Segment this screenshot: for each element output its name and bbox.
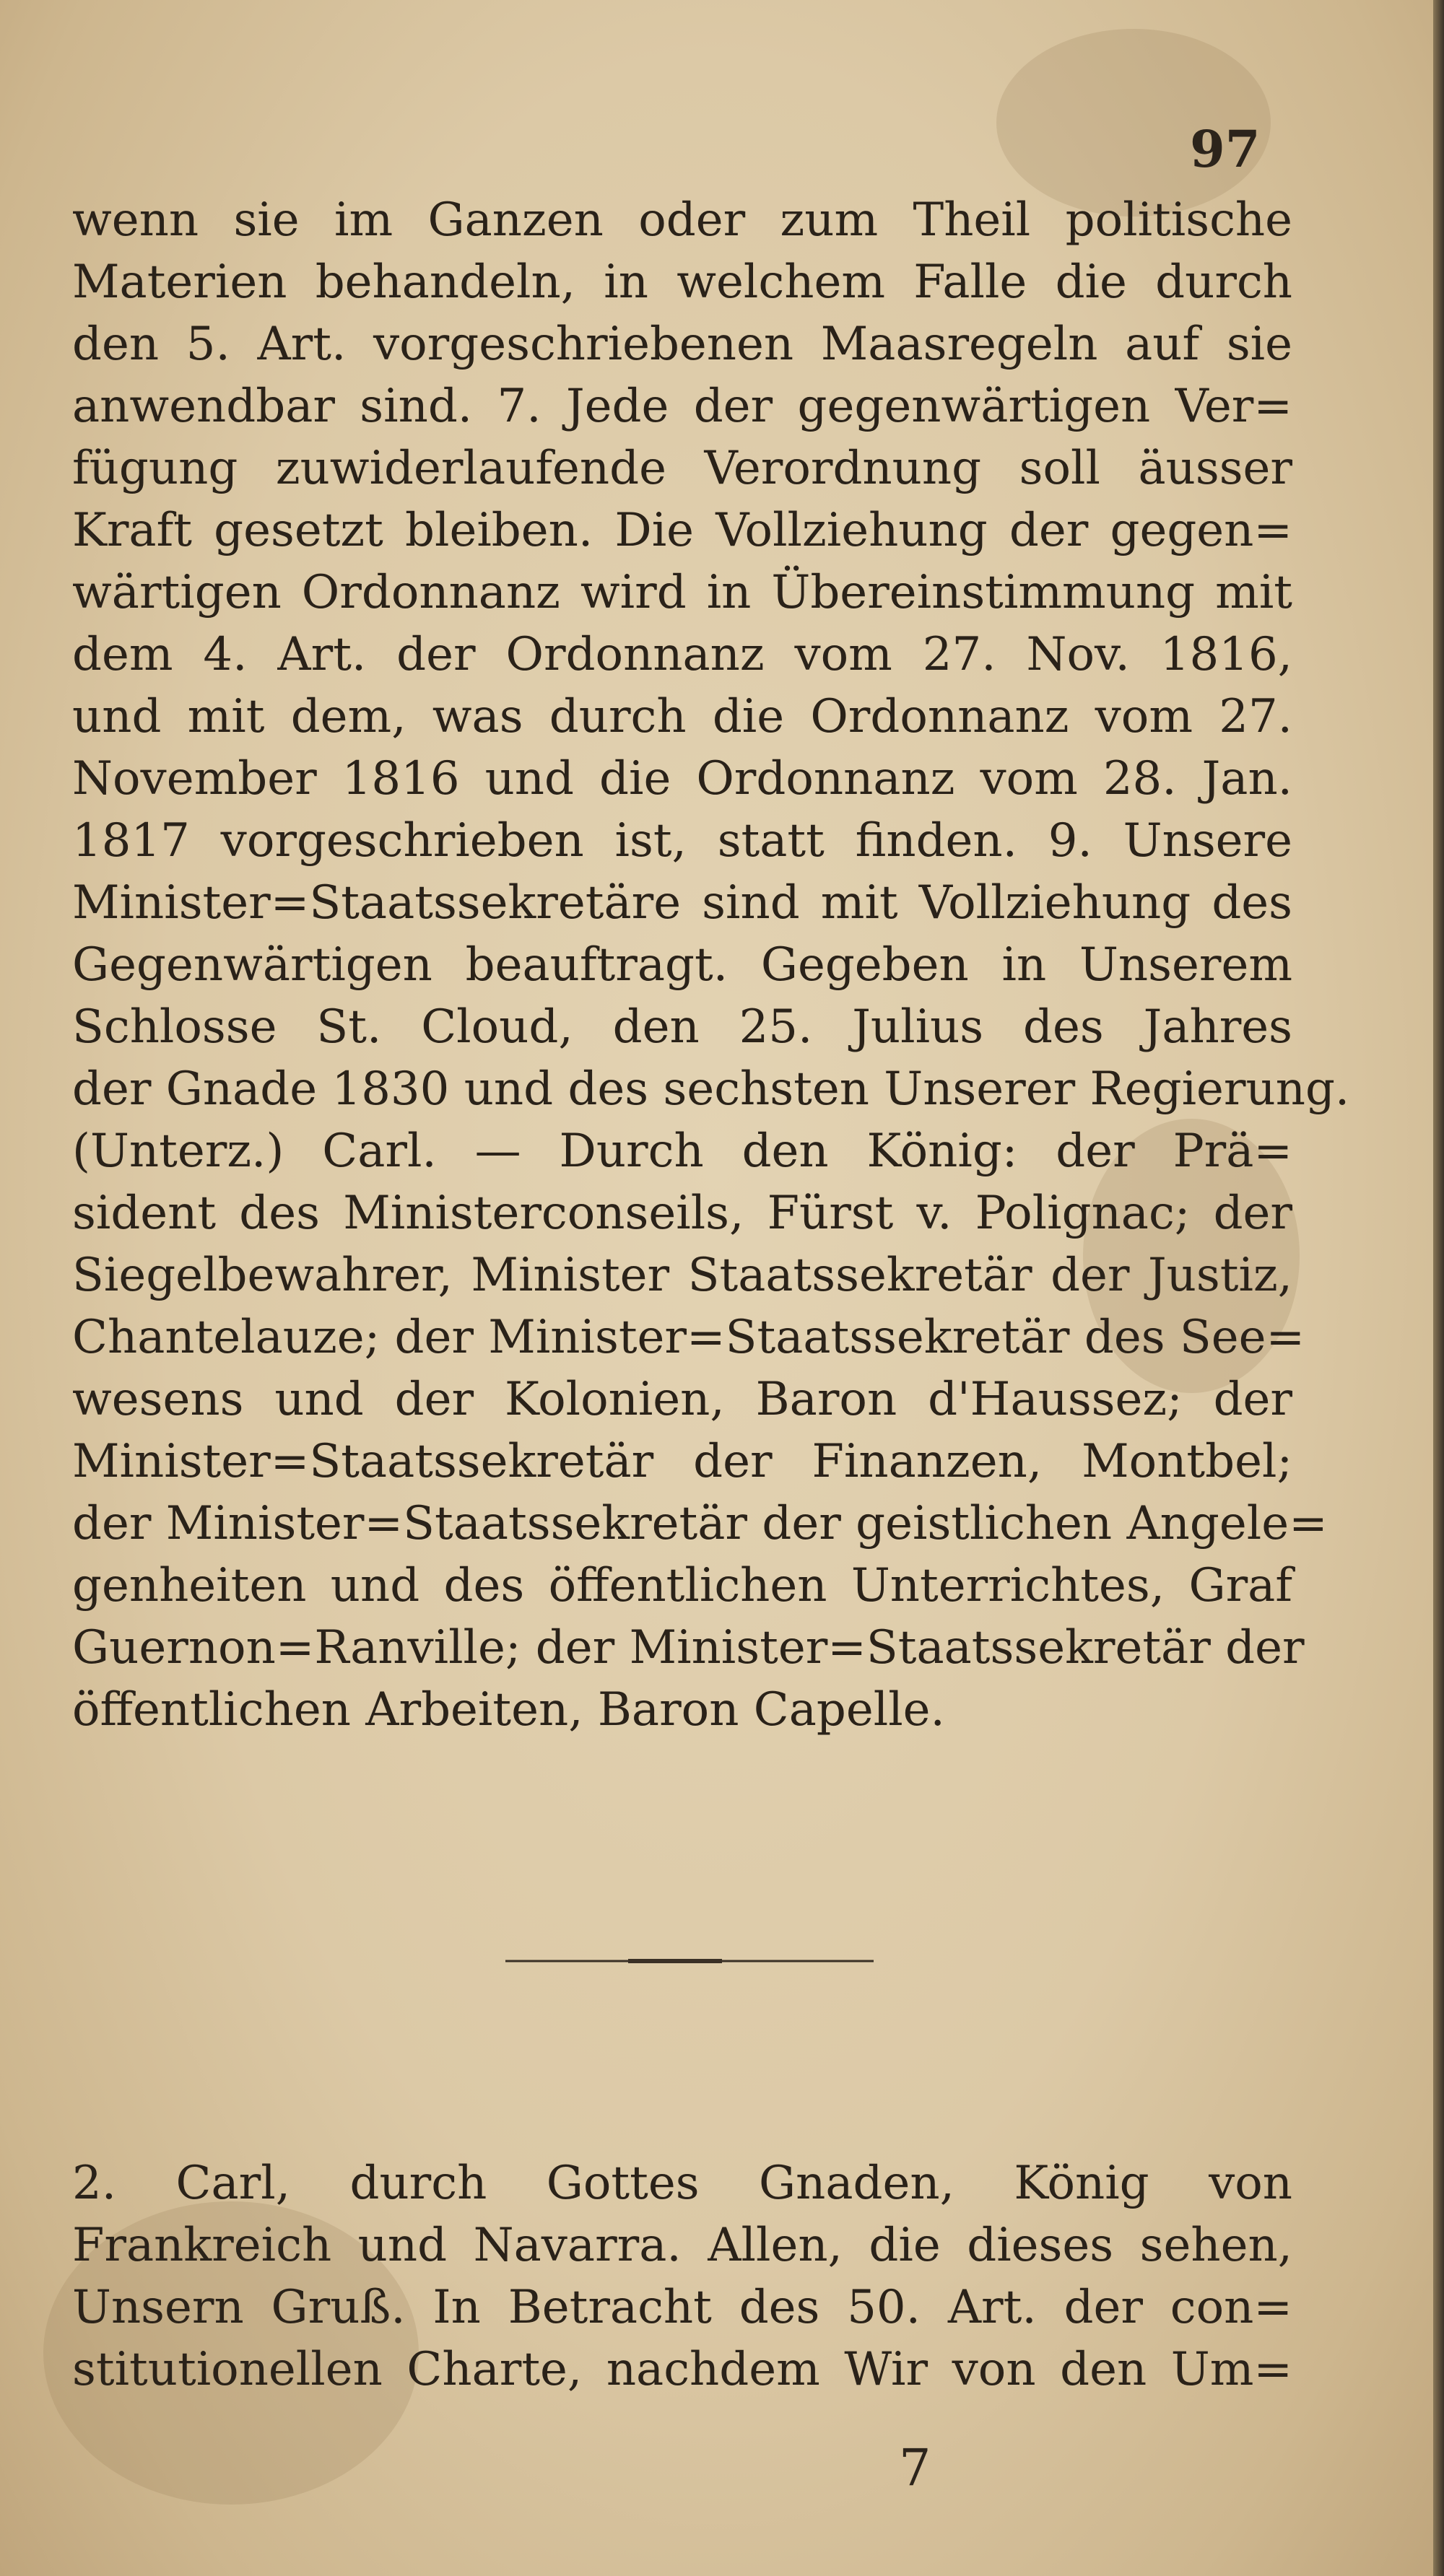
section-divider-rule: [505, 1957, 874, 1965]
text-line: fügung zuwiderlaufende Verordnung soll äusser: [72, 442, 1292, 495]
text-line: Minister=Staatssekretär der Finanzen, Montbel;: [72, 1435, 1292, 1488]
text-line: Frankreich und Navarra. Allen, die dieses sehen,: [72, 2219, 1292, 2272]
text-line: Materien behandeln, in welchem Falle die durch: [72, 256, 1292, 309]
text-line: Chantelauze; der Minister=Staatssekretär des See=: [72, 1311, 1305, 1364]
text-line: sident des Ministerconseils, Fürst v. Polignac; der: [72, 1187, 1292, 1240]
text-line: der Gnade 1830 und des sechsten Unserer Regierung.: [72, 1062, 1350, 1116]
text-line: stitutionellen Charte, nachdem Wir von den Um=: [72, 2343, 1292, 2396]
text-line: 1817 vorgeschrieben ist, statt finden. 9. Unsere: [72, 814, 1292, 868]
signature-mark: 7: [899, 2438, 931, 2497]
text-line: wärtigen Ordonnanz wird in Übereinstimmung mit: [72, 566, 1292, 619]
text-line: Minister=Staatssekretäre sind mit Vollziehung des: [72, 876, 1292, 930]
text-line: Schlosse St. Cloud, den 25. Julius des Jahres: [72, 1000, 1292, 1054]
text-line: öffentlichen Arbeiten, Baron Capelle.: [72, 1683, 945, 1737]
text-line: Guernon=Ranville; der Minister=Staatssekretär der: [72, 1621, 1305, 1675]
text-line: Siegelbewahrer, Minister Staatssekretär der Justiz,: [72, 1249, 1292, 1302]
text-line: Unsern Gruß. In Betracht des 50. Art. der con=: [72, 2281, 1292, 2334]
text-line: wenn sie im Ganzen oder zum Theil politische: [72, 193, 1292, 247]
page-edge-shadow: [1433, 0, 1444, 2576]
text-line: November 1816 und die Ordonnanz vom 28. Jan.: [72, 752, 1292, 805]
text-line: den 5. Art. vorgeschriebenen Maasregeln auf sie: [72, 318, 1292, 371]
text-line: anwendbar sind. 7. Jede der gegenwärtigen Ver=: [72, 380, 1292, 433]
text-line: 2. Carl, durch Gottes Gnaden, König von: [72, 2157, 1292, 2210]
text-line: Gegenwärtigen beauftragt. Gegeben in Unserem: [72, 938, 1292, 992]
text-line: und mit dem, was durch die Ordonnanz vom 27.: [72, 690, 1292, 743]
text-line: genheiten und des öffentlichen Unterrichtes, Graf: [72, 1559, 1292, 1612]
text-line: dem 4. Art. der Ordonnanz vom 27. Nov. 1816,: [72, 628, 1292, 681]
text-line: wesens und der Kolonien, Baron d'Haussez; der: [72, 1373, 1292, 1426]
text-line: (Unterz.) Carl. — Durch den König: der Prä=: [72, 1125, 1292, 1178]
page-number: 97: [1190, 119, 1261, 179]
text-line: der Minister=Staatssekretär der geistlichen Angele=: [72, 1497, 1328, 1550]
text-line: Kraft gesetzt bleiben. Die Vollziehung der gegen=: [72, 504, 1292, 557]
